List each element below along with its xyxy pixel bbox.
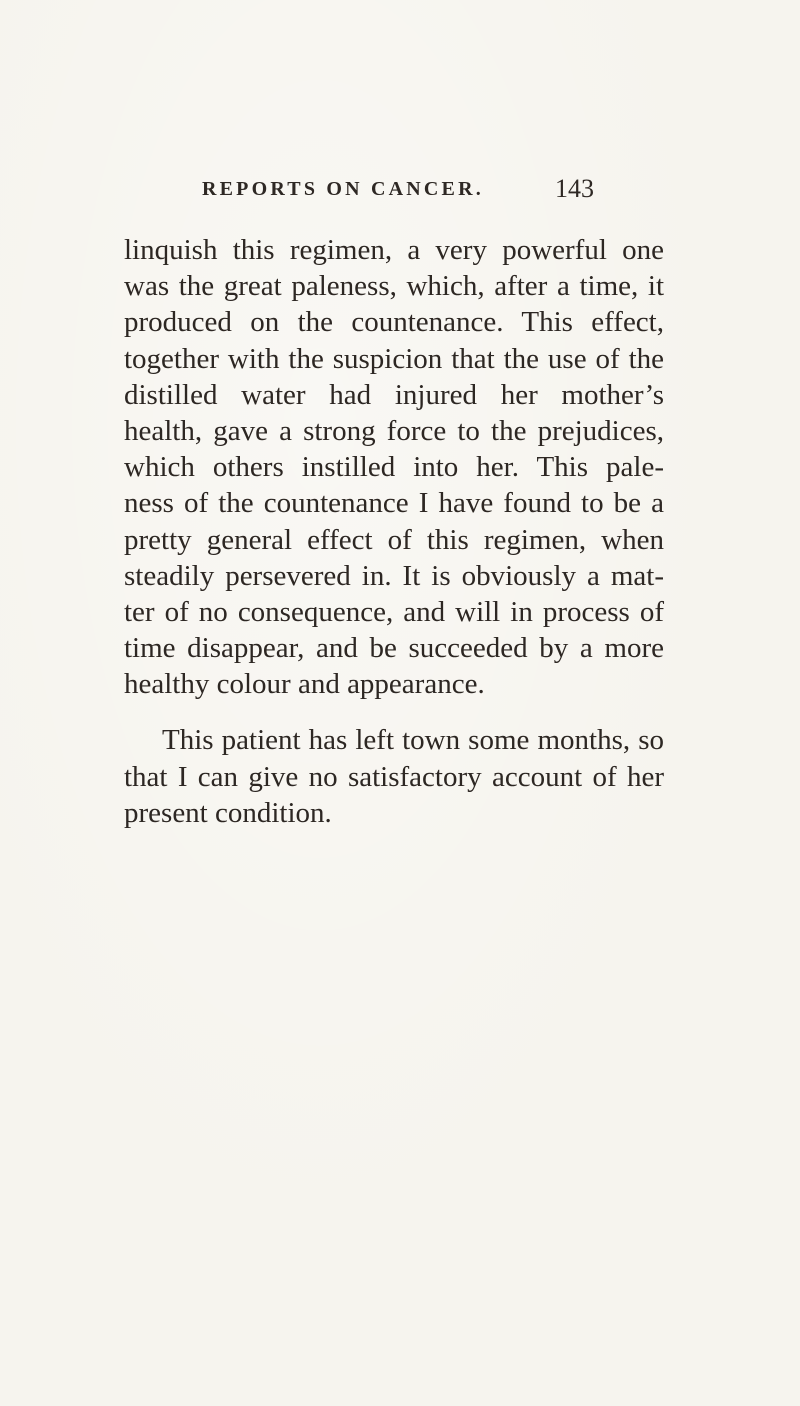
- running-head: [202, 174, 702, 206]
- text-line: ness of the countenance I have found to be a: [124, 487, 664, 520]
- text-line: was the great paleness, which, after a time, it: [124, 270, 664, 303]
- text-line: time disappear, and be succeeded by a more: [124, 632, 664, 665]
- paragraph: [124, 232, 664, 702]
- text-line: ter of no consequence, and will in process of: [124, 595, 664, 628]
- paragraph-spacer: [124, 702, 664, 722]
- text-line: This patient has left town some months, so: [162, 724, 664, 757]
- text-line: health, gave a strong force to the prejudices,: [124, 414, 664, 447]
- text-line: pretty general effect of this regimen, when: [124, 523, 664, 556]
- text-line: present condition.: [124, 796, 332, 829]
- text-line: produced on the countenance. This effect,: [124, 306, 664, 339]
- running-title: REPORTS ON CANCER.: [202, 178, 484, 200]
- body-text: [124, 232, 664, 831]
- text-line: steadily persevered in. It is obviously a mat-: [124, 559, 664, 592]
- text-line: healthy colour and appearance.: [124, 668, 485, 701]
- text-line: together with the suspicion that the use of the: [124, 342, 664, 375]
- text-line: linquish this regimen, a very powerful one: [124, 234, 664, 266]
- text-line: distilled water had injured her mother’s: [124, 378, 664, 411]
- text-line: which others instilled into her. This pale-: [124, 451, 664, 484]
- page-number: 143: [555, 174, 594, 203]
- text-line: that I can give no satisfactory account of her: [124, 760, 664, 793]
- paragraph: [124, 722, 664, 831]
